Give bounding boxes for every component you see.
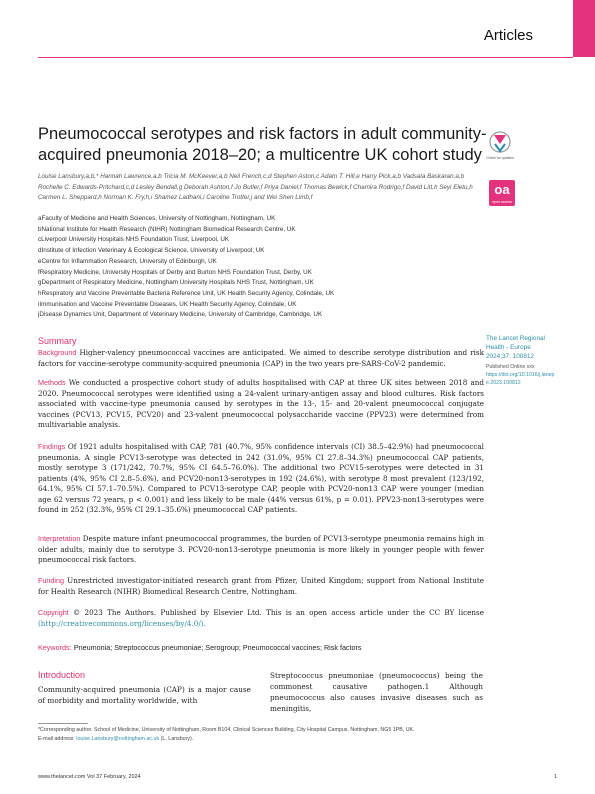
open-access-badge [489,180,515,206]
interpretation-text: Despite mature infant pneumococcal programmes, the burden of PCV13-serotype pneumonia remains high in older adults, mainly due to serotype 3. PCV20-non13-serotype pneumonia is more likely in younger people with fewer pneumococcal risk factors. [38,534,484,564]
email-label: E-mail address: [38,735,75,742]
section-tag: Articles [483,27,533,44]
funding-label: Funding [38,576,64,585]
check-for-updates-icon[interactable] [486,130,514,168]
corresponding-author-footnote [38,726,484,743]
affiliation-item: eCentre for Inflammation Research, University of Edinburgh, UK [38,257,217,265]
findings-text: Of 1921 adults hospitalised with CAP, 781 (40.7%, 95% confidence intervals (CI) 38.5–42.9%) had pneumococcal pneumonia. A single PCV13-serotype was detected in 242 (31.0%, 95% CI 27.8–34.3%) pneumococcal CAP patients, mostly serotype 3 (171/242, 70.7%, 95% CI 64.5–76.0%). The additional two PCV15-serotypes were detected in 31 patients (4%, 95% CI 2.8–5.6%), and PCV20-non13-serotypes in 192 (24.6%), with serotype 8 most prevalent (123/192, 64.1%, 95% CI 57.1–70.5%). Compared to PCV13-serotype CAP, people with PCV20-non13 CAP were younger (median age 62 versus 72 years, p < 0.001) and less likely to be male (44% versus 61%, p = 0.01). PPV23-non13-serotypes were found in 252 (32.3%, 95% CI 29.1–35.6%) pneumococcal CAP patients. [38,442,484,514]
affiliation-item: cLiverpool University Hospitals NHS Foundation Trust, Liverpool, UK [38,236,230,244]
open-access-caption: open access [492,200,512,204]
summary-heading: Summary [38,336,77,346]
affiliation-item: fRespiratory Medicine, University Hospitals of Derby and Burton NHS Foundation Trust, Derby, UK [38,268,312,276]
header-accent-bar [573,0,595,57]
background-label: Background [38,348,77,357]
abstract-methods [38,378,484,431]
affiliation-item: aFaculty of Medicine and Health Sciences, University of Nottingham, Nottingham, UK [38,215,276,222]
intro-column-right: Streptococcus pneumoniae (pneumococcus) being the commonest causative pathogen.1 Although pneumococcus also causes invasive diseases such as meningitis, [270,671,483,713]
journal-sidebar [486,334,558,387]
methods-text: We conducted a prospective cohort study of adults hospitalised with CAP at three UK sites between 2018 and 2020. Pneumococcal serotypes were identified using a 24-valent urinary-antigen assay and blood cultures. Risk factors associated with vaccine-type pneumonia caused by serotypes in the 13-, 15- and 20-valent pneumococcal conjugate vaccines (PCV13, PCV15, PCV20) and 23-valent pneumococcal polysaccharide vaccine (PPV23) were determined from multivariable analysis. [38,378,484,429]
keywords-text: Pneumonia; Streptococcus pneumoniae; Serogroup; Pneumococcal vaccines; Risk factors [73,643,362,652]
keywords-label: Keywords: [38,643,72,652]
abstract-background [38,348,484,369]
journal-name[interactable]: The Lancet Regional Health - Europe [486,335,545,351]
background-text: Higher-valency pneumococcal vaccines are anticipated. We aimed to describe serotype distribution and risk factors for vaccine-serotype community-acquired pneumonia (CAP) in the two years pre-SARS-CoV-2 pandemic. [38,348,484,368]
affiliation-item: dInstitute of Infection Veterinary & Ecological Science, University of Liverpool, UK [38,247,265,255]
check-for-updates-label: Check for updates [486,156,514,160]
affiliation-item: jDisease Dynamics Unit, Department of Veterinary Medicine, University of Cambridge, Cambridge, UK [38,311,323,319]
affiliation-list [38,214,484,321]
abstract-copyright [38,608,484,629]
email-suffix: (L. Lansbury). [160,735,194,742]
abstract-interpretation [38,534,484,566]
keywords [38,643,484,654]
author-list: Louise Lansbury,a,b,* Hannah Lawrence,a,b Tricia M. McKeever,a,b Neil French,c,d Stephen Aston,c Adam T. Hill,e Harry Pick,a,b Vadsala Baskaran,a,b Rochelle C. Edwards-Pritchard,c,d Lesley Bendall,g Deborah Ashton,f Jo Butler,f Priya Daniel,f Thomas Bewick,f Chamira Rodrigo,f David Litt,h Seyi Eletu,h Carmen L. Sheppard,h Norman K. Fry,h,i Shamez Ladhani,i Caroline Trotter,j and Wei Shen Limb,f [38,173,473,201]
article-title: Pneumococcal serotypes and risk factors in adult community-acquired pneumonia 2018–20; a multicentre UK cohort study [38,125,487,164]
footer-journal-url[interactable]: www.thelancet.com Vol 37 February, 2024 [38,774,141,780]
page-number: 1 [553,774,557,780]
abstract-findings [38,442,484,516]
email-link[interactable]: louise.Lansbury@nottingham.ac.uk [76,735,160,742]
abstract-funding [38,576,484,597]
findings-label: Findings [38,442,66,451]
header-rule [38,57,573,58]
open-access-mark: oa [494,182,510,197]
license-link[interactable]: (http://creativecommons.org/licenses/by/4.0/). [38,618,206,628]
affiliation-item: bNational Institute for Health Research (NIHR) Nottingham Biomedical Research Centre, UK [38,225,296,233]
funding-text: Unrestricted investigator-initiated research grant from Pfizer, United Kingdom; support from National Institute for Health Research (NIHR) Biomedical Research Centre, Nottingham. [38,576,484,596]
methods-label: Methods [38,378,66,387]
footnote-divider [38,723,88,724]
affiliation-item: gDepartment of Respiratory Medicine, Nottingham University Hospitals NHS Trust, Nottingham, UK [38,279,314,287]
affiliation-item: hRespiratory and Vaccine Preventable Bacteria Reference Unit, UK Health Security Agency, Colindale, UK [38,289,335,297]
intro-column-left: Community-acquired pneumonia (CAP) is a major cause of morbidity and mortality worldwide, with [38,685,251,705]
corresponding-text: *Corresponding author. School of Medicine, University of Nottingham, Room B104, Clinical Sciences Building, City Hospital Campus, Nottingham, NG5 1PB, UK. [38,727,415,733]
published-online: Published Online xxx [486,364,535,370]
copyright-text: © 2023 The Authors. Published by Elsevier Ltd. This is an open access article under the CC BY license [73,608,484,617]
journal-issue: 2024;37: 100812 [486,353,534,360]
affiliation-item: iImmunisation and Vaccine Preventable Diseases, UK Health Security Agency, Colindale, UK [38,300,297,308]
doi-link[interactable]: https://doi.org/10.1016/j.lanepe.2023.100812 [486,372,555,386]
introduction-heading: Introduction [38,670,86,680]
interpretation-label: Interpretation [38,534,81,543]
copyright-label: Copyright [38,608,69,617]
